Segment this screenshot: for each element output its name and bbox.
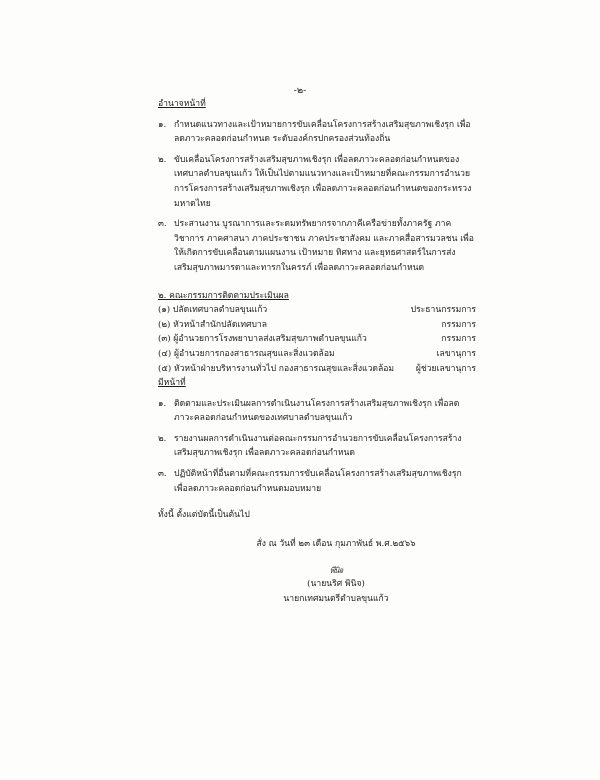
member-role: กรรมการ bbox=[441, 319, 476, 330]
committee-heading: ๒. คณะกรรมการติดตามประเมินผล bbox=[158, 290, 289, 301]
signatory-title: นายกเทศมนตรีตำบลขุนแก้ว bbox=[283, 594, 389, 605]
duty-number: ๒. bbox=[158, 433, 167, 444]
member-role: ผู้ช่วยเลขานุการ bbox=[415, 363, 476, 374]
closing-statement: ทั้งนี้ ตั้งแต่บัดนี้เป็นต้นไป bbox=[158, 510, 250, 521]
duty-text: ประสานงาน บูรณาการและระดมทรัพยากรจากภาคีเครือข่ายทั้งภาครัฐ ภาควิชาการ ภาคศาสนา ภาคประชาชน ภาคประชาสังคม และภาคสื่อสารมวลชน เพื่อให้เกิดการขับเคลื่อนตามแผนงาน เป้าหมาย ทิศทาง และยุทธศาสตร์ในการส่งเสริมสุขภาพมารดาและทารกในครรภ์ เพื่อลดภาวะคลอดก่อนกำหนด bbox=[174, 219, 474, 273]
signature-block bbox=[158, 565, 476, 607]
duty-number: ๑. bbox=[158, 398, 167, 409]
monitoring-duties-heading: มีหน้าที่ bbox=[158, 378, 186, 389]
document-body bbox=[158, 97, 476, 607]
order-date: สั่ง ณ วันที่ ๒๓ เดือน กุมภาพันธ์ พ.ศ.๒๕๖๖ bbox=[256, 538, 416, 549]
duty-item bbox=[158, 432, 476, 461]
duty-text: ปฏิบัติหน้าที่อื่นตามที่คณะกรรมการขับเคลื่อนโครงการสร้างเสริมสุขภาพเชิงรุก เพื่อลดภาวะคลอดก่อนกำหนดมอบหมาย bbox=[174, 469, 462, 494]
member-name: (๔) ผู้อำนวยการกองสาธารณสุขและสิ่งแวดล้อม bbox=[158, 348, 335, 359]
duty-text: ติดตามและประเมินผลการดำเนินงานโครงการสร้างเสริมสุขภาพเชิงรุก เพื่อลดภาวะคลอดก่อนกำหนดของเทศบาลตำบลขุนแก้ว bbox=[174, 398, 460, 424]
member-role: กรรมการ bbox=[441, 334, 476, 345]
monitoring-duties-list bbox=[158, 397, 476, 497]
duty-text: ขับเคลื่อนโครงการสร้างเสริมสุขภาพเชิงรุก เพื่อลดภาวะคลอดก่อนกำหนดของเทศบาลตำบลขุนแก้ว ให้เป็นไปตามแนวทางและเป้าหมายที่คณะกรรมการอำนวยการโครงการสร้างเสริมสุขภาพเชิงรุก เพื่อลดภาวะคลอดก่อนกำหนดของกระทรวงมหาดไทย bbox=[174, 154, 472, 209]
duty-text: กำหนดแนวทางและเป้าหมายการขับเคลื่อนโครงการสร้างเสริมสุขภาพเชิงรุก เพื่อลดภาวะคลอดก่อนกำหนด ระดับองค์กรปกครองส่วนท้องถิ่น bbox=[174, 119, 471, 145]
member-row bbox=[158, 362, 476, 377]
duty-item bbox=[158, 397, 476, 426]
member-name: (๑) ปลัดเทศบาลตำบลขุนแก้ว bbox=[158, 305, 268, 316]
member-role: เลขานุการ bbox=[436, 348, 476, 359]
duties-heading: อำนาจหน้าที่ bbox=[158, 99, 206, 109]
duty-item bbox=[158, 217, 476, 275]
duty-number: ๒. bbox=[158, 154, 167, 165]
member-name: (๕) หัวหน้าฝ่ายบริหารงานทั่วไป กองสาธารณสุขและสิ่งแวดล้อม bbox=[158, 363, 395, 374]
duty-number: ๓. bbox=[158, 469, 167, 480]
member-row bbox=[158, 318, 476, 333]
member-row bbox=[158, 332, 476, 347]
member-row bbox=[158, 303, 476, 318]
duty-item bbox=[158, 467, 476, 496]
duties-list bbox=[158, 118, 476, 276]
committee-members bbox=[158, 303, 476, 376]
duty-item bbox=[158, 153, 476, 211]
signatory-name: (นายนริศ พินิจ) bbox=[307, 579, 365, 590]
member-name: (๓) ผู้อำนวยการโรงพยาบาลส่งเสริมสุขภาพตำบลขุนแก้ว bbox=[158, 334, 367, 345]
member-name: (๒) หัวหน้าสำนักปลัดเทศบาล bbox=[158, 319, 268, 330]
handwritten-signature: พีนิจ bbox=[329, 566, 343, 576]
duty-text: รายงานผลการดำเนินงานต่อคณะกรรมการอำนวยการขับเคลื่อนโครงการสร้างเสริมสุขภาพเชิงรุก เพื่อลดภาวะคลอดก่อนกำหนด bbox=[174, 433, 462, 459]
member-role: ประธานกรรมการ bbox=[410, 305, 476, 316]
page-number: -๒- bbox=[293, 85, 307, 96]
duty-number: ๑. bbox=[158, 119, 167, 130]
member-row bbox=[158, 347, 476, 362]
duty-number: ๓. bbox=[158, 219, 167, 230]
duty-item bbox=[158, 118, 476, 147]
